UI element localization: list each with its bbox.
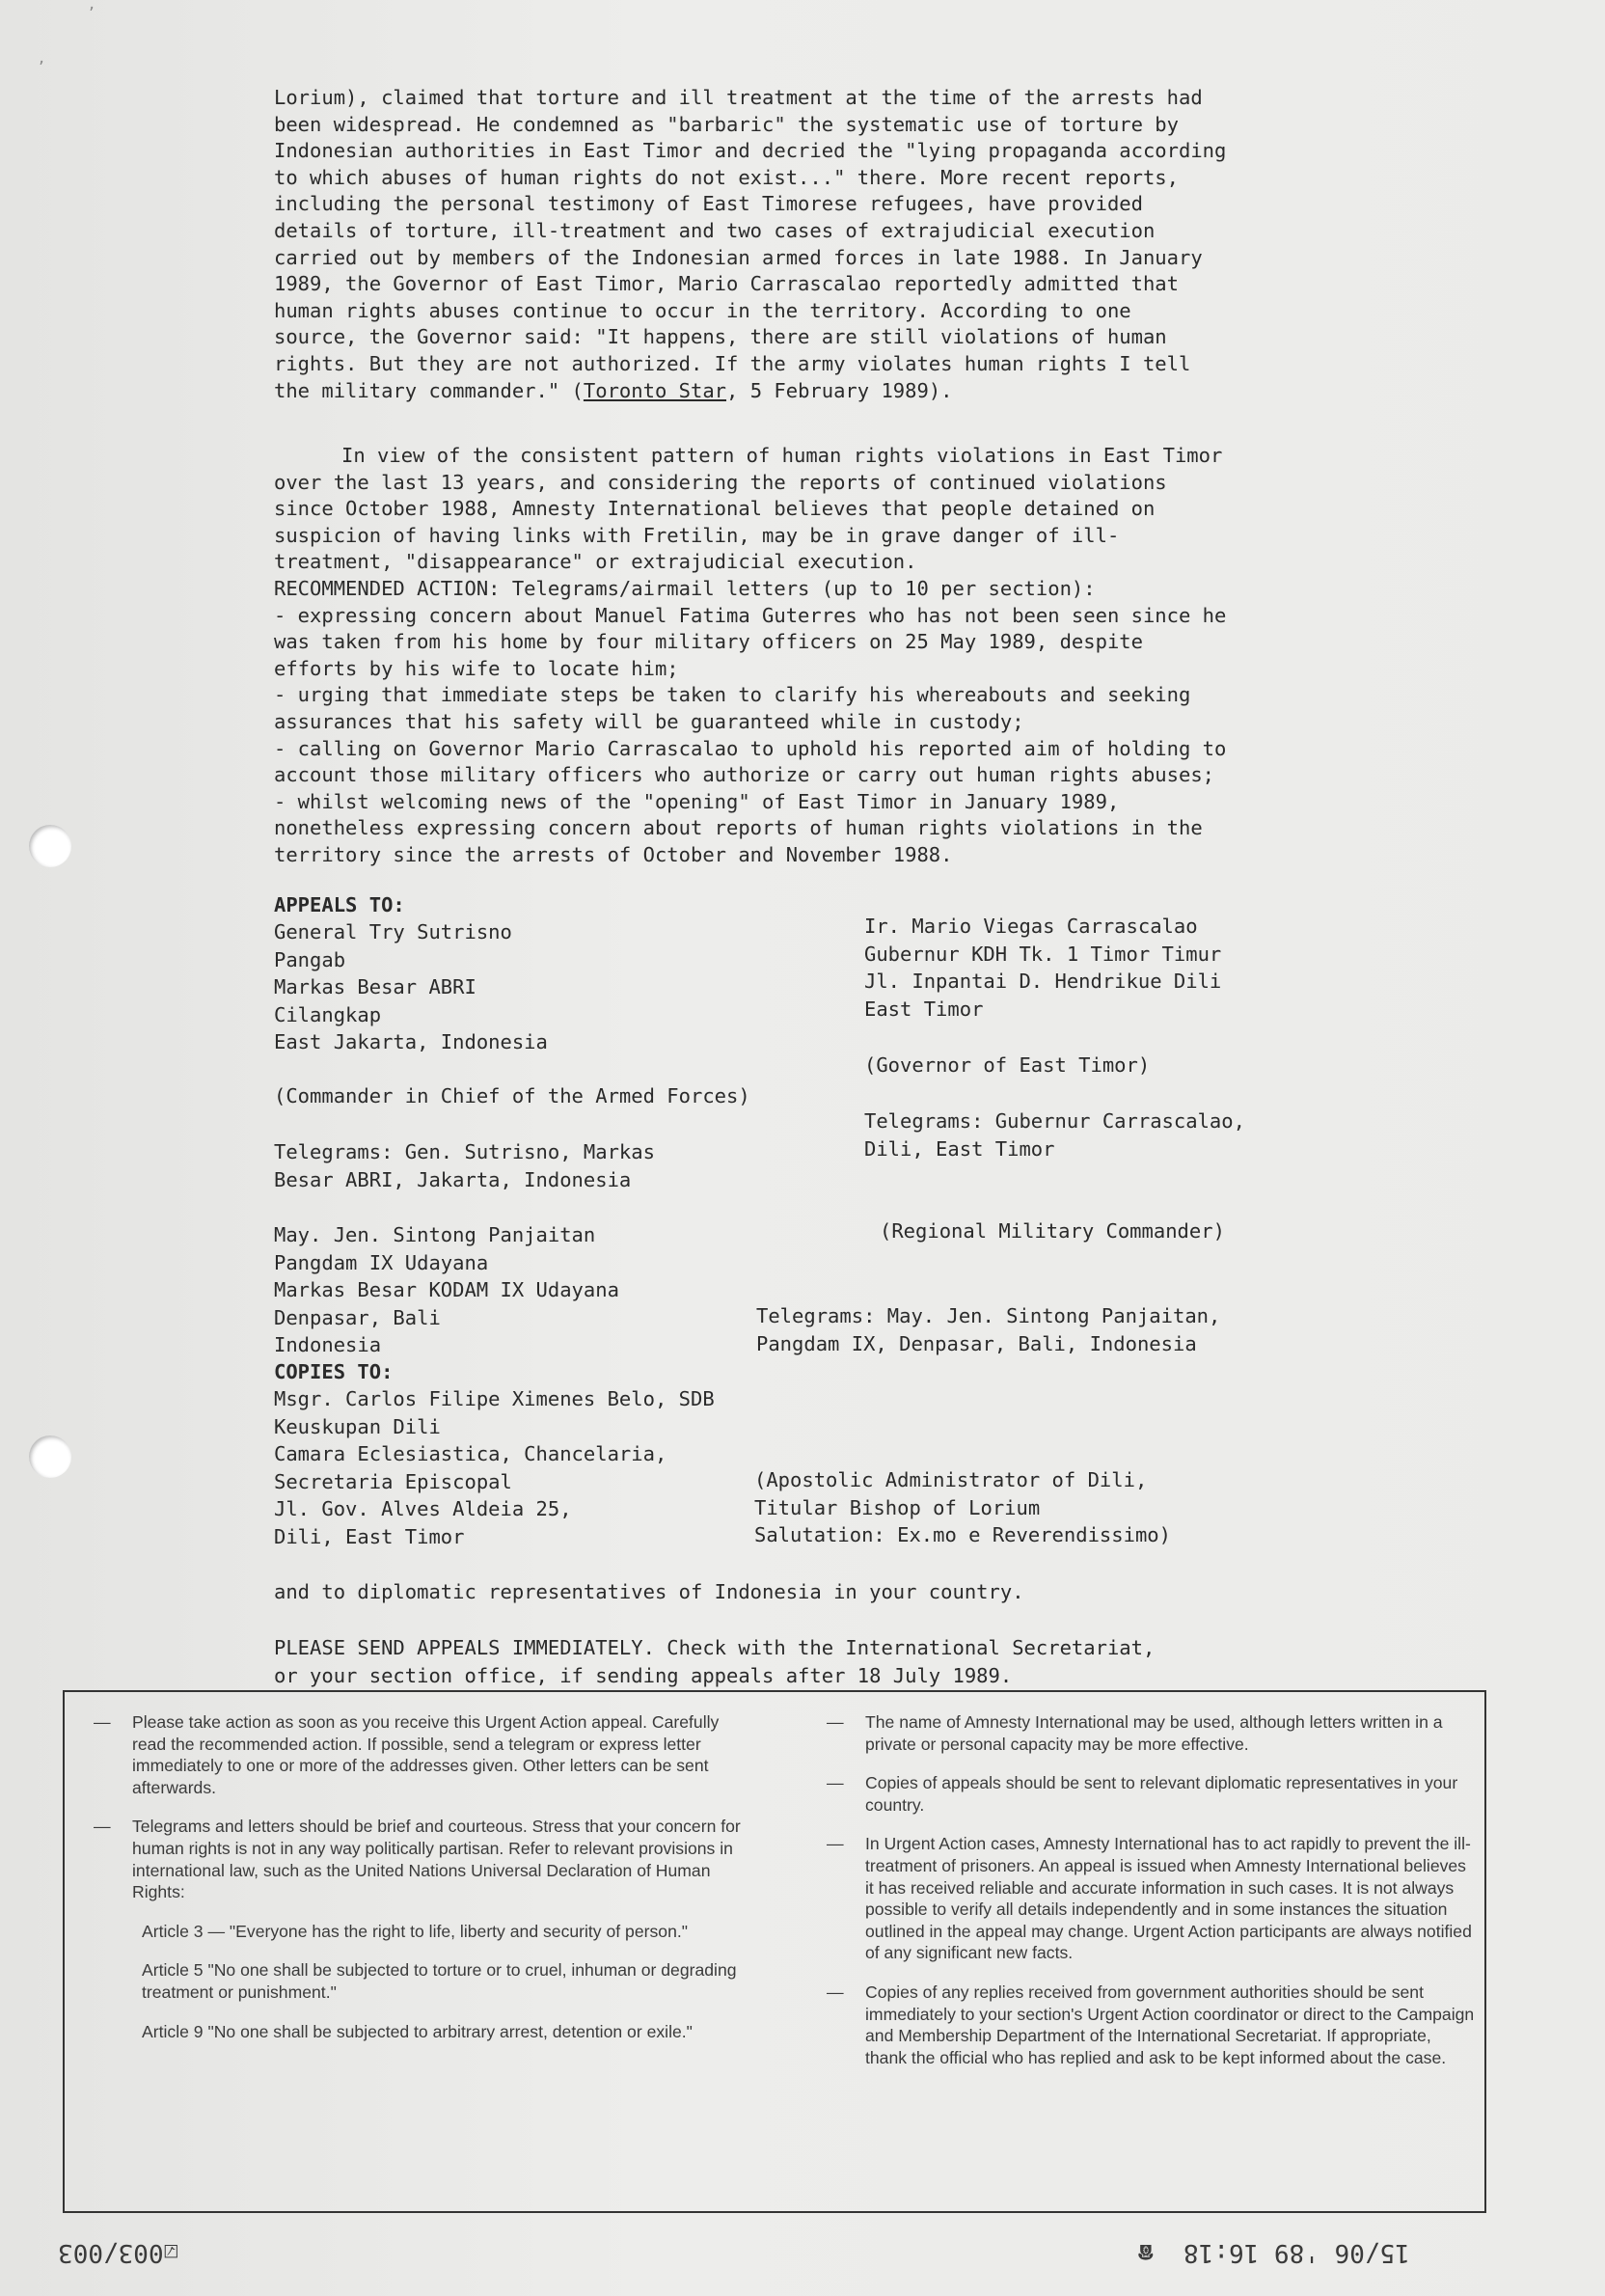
guideline-text: The name of Amnesty International may be used, although letters written in a private or personal capacity may be more effective.	[865, 1712, 1443, 1754]
text-suffix: , 5 February 1989).	[726, 378, 953, 402]
telegram-line: Dili, East Timor	[864, 1136, 1055, 1161]
guideline-item	[827, 1711, 1475, 1755]
telegram-line: Pangdam IX, Denpasar, Bali, Indonesia	[756, 1331, 1197, 1355]
paragraph-last-line	[274, 378, 1393, 405]
appeal-address-sutrisno	[274, 918, 548, 1056]
guideline-item	[827, 1772, 1475, 1816]
guideline-item	[94, 1816, 746, 1902]
address-line: Jl. Inpantai D. Hendrikue Dili	[864, 970, 1222, 993]
paragraph-lines	[274, 443, 1393, 576]
paragraph-assessment	[274, 443, 1393, 869]
guideline-item	[94, 1711, 746, 1798]
address-line: Pangdam IX Udayana	[274, 1250, 489, 1274]
address-line: Secretaria Episcopal	[274, 1469, 512, 1493]
address-line: Markas Besar ABRI	[274, 975, 476, 998]
appeal-title-panjaitan: (Regional Military Commander)	[880, 1219, 1225, 1243]
appeal-title-sutrisno: (Commander in Chief of the Armed Forces)	[274, 1084, 750, 1107]
address-line: Denpasar, Bali	[274, 1305, 441, 1329]
paragraph-line: Indonesian authorities in East Timor and decried the "lying propaganda according	[274, 139, 1227, 163]
appeal-address-panjaitan	[274, 1221, 619, 1359]
guideline-text: Please take action as soon as you receive this Urgent Action appeal. Carefully read the recommended action. If possible, send a telegram or express letter immediately to one or more of the addresses given. Other letters can be sent afterwards.	[132, 1712, 720, 1797]
appeal-telegram-panjaitan	[756, 1302, 1220, 1357]
address-line: Msgr. Carlos Filipe Ximenes Belo, SDB	[274, 1387, 715, 1410]
address-line: Jl. Gov. Alves Aldeia 25,	[274, 1497, 572, 1520]
appeal-address-carrascalao	[864, 913, 1221, 1023]
paragraph-line: including the personal testimony of East Timorese refugees, have provided	[274, 192, 1143, 216]
paragraph-line: been widespread. He condemned as "barbaric" the systematic use of torture by	[274, 112, 1179, 136]
title-line: Salutation: Ex.mo e Reverendissimo)	[754, 1523, 1171, 1546]
paragraph-line: carried out by members of the Indonesian armed forces in late 1988. In January	[274, 245, 1203, 269]
address-line: Markas Besar KODAM IX Udayana	[274, 1278, 619, 1301]
scan-speck: ʼ	[39, 58, 44, 78]
dash-bullet-icon: —	[827, 1982, 844, 2002]
paragraph-line: rights. But they are not authorized. If the army violates human rights I tell	[274, 351, 1191, 375]
guideline-text: Copies of any replies received from government authorities should be sent immediately to your section's Urgent Action coordinator or direct to the Campaign and Membership Department of the International Secretariat. If appropriate, thank the official who has replied and ask to be kept informed about the case.	[865, 1982, 1475, 2067]
guideline-text: In Urgent Action cases, Amnesty International has to act rapidly to prevent the ill-treatment of prisoners. An appeal is issued when Amnesty International believes it has received reliable and accurate information in such cases. It is not always possible to verify all details independently and in some instances the situation outlined in the appeal may change. Urgent Action participants are always notified of any significant new facts.	[865, 1834, 1472, 1963]
address-line: Ir. Mario Viegas Carrascalao	[864, 915, 1198, 938]
address-line: Dili, East Timor	[274, 1524, 465, 1548]
guideline-item	[827, 1982, 1475, 2068]
telegram-line: Besar ABRI, Jakarta, Indonesia	[274, 1167, 632, 1191]
address-line: May. Jen. Sintong Panjaitan	[274, 1223, 596, 1246]
telegram-line: Telegrams: Gubernur Carrascalao,	[864, 1109, 1245, 1133]
address-line: Indonesia	[274, 1333, 382, 1356]
recommended-action-line: nonetheless expressing concern about reports of human rights violations in the	[274, 816, 1203, 840]
telegram-line: Telegrams: May. Jen. Sintong Panjaitan,	[756, 1304, 1221, 1327]
udhr-article: Article 5 "No one shall be subjected to torture or to cruel, inhuman or degrading treatment or punishment."	[142, 1960, 737, 2002]
recommended-action-line: territory since the arrests of October and November 1988.	[274, 842, 953, 866]
recommended-action-line: assurances that his safety will be guaranteed while in custody;	[274, 709, 1024, 733]
address-line: East Timor	[864, 997, 984, 1021]
recommended-action-line: account those military officers who authorize or carry out human rights abuses;	[274, 763, 1215, 787]
paragraph-torture-reports	[274, 85, 1393, 404]
recommended-action-line: - calling on Governor Mario Carrascalao to uphold his reported aim of holding to	[274, 736, 1227, 760]
diplomatic-note: and to diplomatic representatives of Indonesia in your country.	[274, 1580, 1024, 1603]
fax-logo-icon: ☎	[1138, 2238, 1154, 2267]
closing-line: or your section office, if sending appeals after 18 July 1989.	[274, 1663, 1013, 1687]
address-line: Gubernur KDH Tk. 1 Timor Timur	[864, 942, 1222, 966]
address-line: Cilangkap	[274, 1002, 382, 1026]
recommended-action-line: - whilst welcoming news of the "opening" of East Timor in January 1989,	[274, 789, 1120, 813]
udhr-article: Article 3 — "Everyone has the right to life, liberty and security of person."	[142, 1921, 688, 1941]
copies-heading: COPIES TO:	[274, 1360, 394, 1383]
address-line: Keuskupan Dili	[274, 1414, 441, 1438]
dash-bullet-icon: —	[94, 1712, 111, 1732]
paragraph-line: human rights abuses continue to occur in the territory. According to one	[274, 298, 1131, 322]
recommended-action-line: efforts by his wife to locate him;	[274, 656, 679, 680]
paragraph-line: In view of the consistent pattern of human rights violations in East Timor	[341, 444, 1223, 467]
address-line: General Try Sutrisno	[274, 920, 512, 943]
closing-line: PLEASE SEND APPEALS IMMEDIATELY. Check with the International Secretariat,	[274, 1636, 1156, 1659]
text-prefix: the military commander." (	[274, 378, 584, 402]
fax-footer-datetime	[1138, 2238, 1410, 2267]
recommended-action-list	[274, 603, 1393, 869]
paragraph-lines	[274, 85, 1393, 378]
address-line: Pangab	[274, 947, 346, 971]
paragraph-line: over the last 13 years, and considering the reports of continued violations	[274, 470, 1167, 494]
title-line: Titular Bishop of Lorium	[754, 1495, 1041, 1519]
source-citation: Toronto Star	[583, 378, 727, 402]
guidelines-right-column	[827, 1711, 1475, 2086]
guideline-text: Copies of appeals should be sent to relevant diplomatic representatives in your country.	[865, 1773, 1458, 1815]
address-line: East Jakarta, Indonesia	[274, 1030, 548, 1053]
copies-title-belo	[754, 1466, 1171, 1549]
appeal-title-carrascalao: (Governor of East Timor)	[864, 1053, 1151, 1077]
paragraph-line: 1989, the Governor of East Timor, Mario Carrascalao reportedly admitted that	[274, 272, 1179, 296]
fax-footer-page-count: ☑003/003	[58, 2238, 179, 2267]
paragraph-line: treatment, "disappearance" or extrajudicial execution.	[274, 550, 917, 574]
appeals-heading: APPEALS TO:	[274, 893, 405, 916]
please-send-note	[274, 1634, 1155, 1689]
appeal-telegram-carrascalao	[864, 1107, 1245, 1162]
paragraph-line: suspicion of having links with Fretilin, may be in grave danger of ill-	[274, 523, 1120, 547]
paragraph-line: details of torture, ill-treatment and two cases of extrajudicial execution	[274, 218, 1156, 242]
address-line: Camara Eclesiastica, Chancelaria,	[274, 1442, 667, 1465]
telegram-line: Telegrams: Gen. Sutrisno, Markas	[274, 1140, 655, 1163]
paragraph-line: source, the Governor said: "It happens, there are still violations of human	[274, 325, 1167, 349]
dash-bullet-icon: —	[827, 1773, 844, 1793]
guideline-text: Telegrams and letters should be brief and courteous. Stress that your concern for human rights is not in any way politically partisan. Refer to relevant provisions in international law, such as the United Nations Universal Declaration of Human Rights:	[132, 1817, 741, 1902]
recommended-action-heading: RECOMMENDED ACTION: Telegrams/airmail letters (up to 10 per section):	[274, 576, 1096, 600]
dash-bullet-icon: —	[827, 1834, 844, 1854]
udhr-article: Article 9 "No one shall be subjected to arbitrary arrest, detention or exile."	[142, 2021, 693, 2041]
scan-speck: ʼ	[89, 4, 95, 24]
guideline-item	[827, 1833, 1475, 1964]
fax-datetime-text: 15/06 '89 16:18	[1183, 2238, 1410, 2267]
paragraph-line: Lorium), claimed that torture and ill treatment at the time of the arrests had	[274, 86, 1203, 109]
guidelines-left-column	[94, 1711, 746, 2060]
dash-bullet-icon: —	[94, 1817, 111, 1837]
appeal-telegram-sutrisno	[274, 1138, 655, 1193]
paragraph-line: to which abuses of human rights do not exist..." there. More recent reports,	[274, 165, 1179, 189]
title-line: (Apostolic Administrator of Dili,	[754, 1468, 1148, 1491]
urgent-action-guidelines-box	[63, 1690, 1486, 2213]
paragraph-line: since October 1988, Amnesty International believes that people detained on	[274, 497, 1156, 521]
punch-hole	[29, 825, 71, 867]
recommended-action-line: - expressing concern about Manuel Fatima Guterres who has not been seen since he	[274, 603, 1227, 627]
dash-bullet-icon: —	[827, 1712, 844, 1732]
copies-address-belo	[274, 1385, 715, 1550]
recommended-action-line: was taken from his home by four military officers on 25 May 1989, despite	[274, 630, 1143, 654]
punch-hole	[29, 1435, 71, 1478]
recommended-action-line: - urging that immediate steps be taken to clarify his whereabouts and seeking	[274, 683, 1191, 707]
